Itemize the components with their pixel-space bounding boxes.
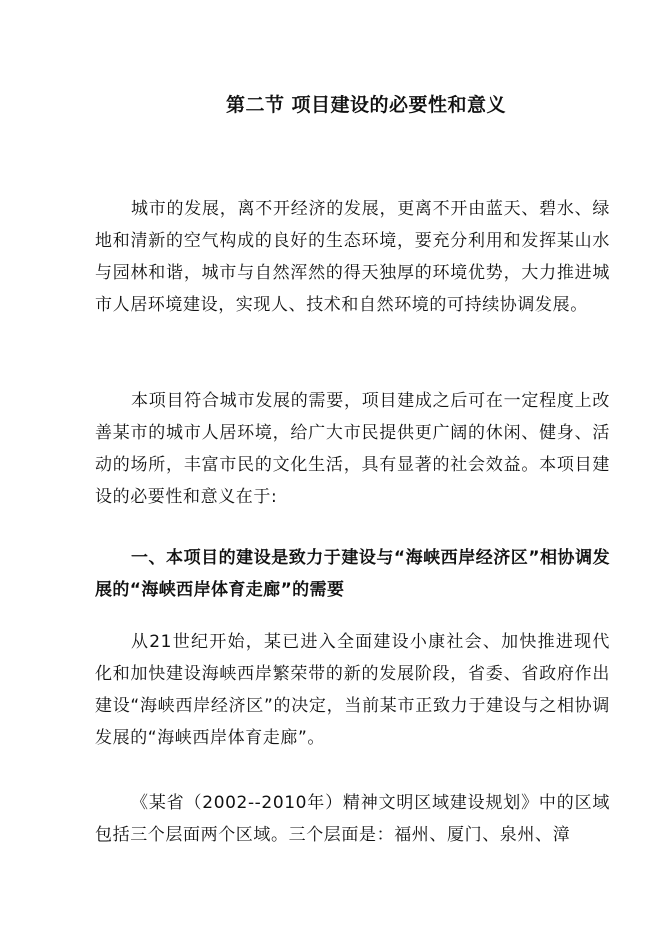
heading-point-one: 一、本项目的建设是致力于建设与“海峡西岸经济区”相协调发展的“海峡西岸体育走廊”的需要 [95,548,610,600]
paragraph-regional-plan: 《某省（2002--2010年）精神文明区域建设规划》中的区域包括三个层面两个区域。三个层面是：福州、厦门、泉州、漳 [95,793,610,845]
paragraph-urban-development: 城市的发展，离不开经济的发展，更离不开由蓝天、碧水、绿地和清新的空气构成的良好的生态环境，要充分利用和发挥某山水与园林和谐，城市与自然浑然的得天独厚的环境优势，大力推进城市人居环境建设，实现人、技术和自然环境的可持续协调发展。 [95,199,610,315]
paragraph-project-fit: 本项目符合城市发展的需要，项目建成之后可在一定程度上改善某市的城市人居环境，给广大市民提供更广阔的休闲、健身、活动的场所，丰富市民的文化生活，具有显著的社会效益。本项目建设的必要性和意义在于: [95,391,610,507]
section-title: 第二节 项目建设的必要性和意义 [225,94,507,116]
paragraph-21st-century: 从21世纪开始，某已进入全面建设小康社会、加快推进现代化和加快建设海峡西岸繁荣带的新的发展阶段，省委、省政府作出建设“海峡西岸经济区”的决定，当前某市正致力于建设与之相协调发展的“海峡西岸体育走廊”。 [95,632,610,748]
